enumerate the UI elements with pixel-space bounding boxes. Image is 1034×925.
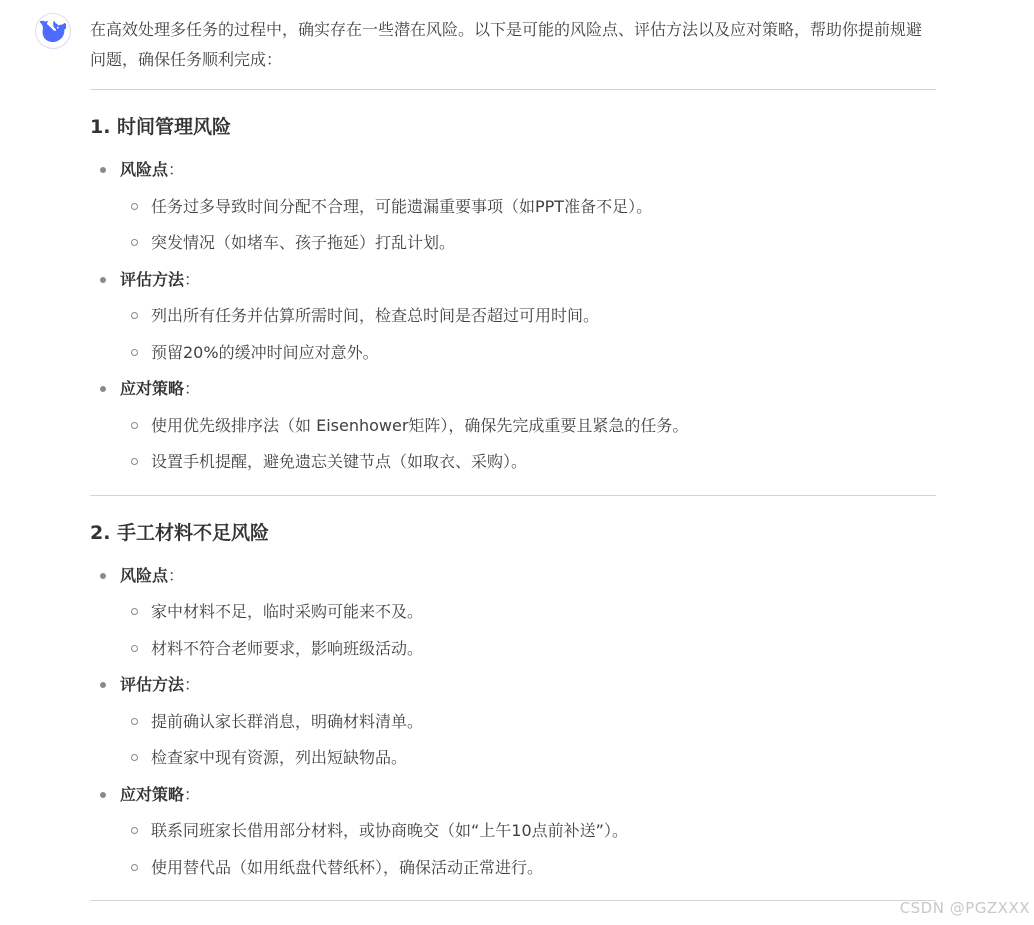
intro-paragraph: 在高效处理多任务的过程中，确实存在一些潜在风险。以下是可能的风险点、评估方法以及应对策略，帮助你提前规避问题，确保任务顺利完成： [90, 20, 923, 69]
list-item-label: 评估方法 [120, 675, 185, 694]
list-item-label: 风险点 [120, 565, 169, 585]
section-time-management [90, 114, 936, 481]
sub-list-item: 列出所有任务并估算所需时间，检查总时间是否超过可用时间。 [120, 298, 936, 335]
divider [90, 89, 936, 90]
list-item-label: 风险点 [120, 160, 169, 179]
sub-list-item: 设置手机提醒，避免遗忘关键节点（如取衣、采购）。 [120, 444, 936, 481]
list-item: 应对策略： 联系同班家长借用部分材料，或协商晚交（如“上午10点前补送”）。 使用替代品（如用纸盘代替纸杯），确保活动正常进行。 [90, 777, 936, 887]
list-item: 评估方法： 列出所有任务并估算所需时间，检查总时间是否超过可用时间。 预留20%的缓冲时间应对意外。 [90, 262, 936, 372]
avatar [35, 13, 71, 49]
list-item-label: 应对策略 [120, 379, 185, 398]
sub-list-item: 提前确认家长群消息，明确材料清单。 [120, 704, 936, 741]
sub-list [120, 704, 936, 777]
divider [90, 495, 936, 496]
list-item: 风险点： 任务过多导致时间分配不合理，可能遗漏重要事项（如PPT准备不足）。 突发情况（如堵车、孩子拖延）打乱计划。 [90, 152, 936, 262]
whale-logo-icon [40, 20, 66, 42]
sub-list-item: 材料不符合老师要求，影响班级活动。 [120, 631, 936, 668]
sub-list-item: 预留20%的缓冲时间应对意外。 [120, 335, 936, 372]
section-materials [90, 520, 936, 887]
sub-list-item: 检查家中现有资源，列出短缺物品。 [120, 740, 936, 777]
assistant-message [90, 15, 936, 901]
section-title: 1. 时间管理风险 [90, 116, 232, 138]
sub-list [120, 298, 936, 371]
sub-list-item: 使用优先级排序法（如 Eisenhower矩阵），确保先完成重要且紧急的任务。 [120, 408, 936, 445]
watermark: CSDN @PGZXXX [899, 899, 1030, 917]
bullet-list [90, 152, 936, 481]
sub-list [120, 408, 936, 481]
list-item-label: 评估方法 [120, 269, 185, 289]
list-item-label: 应对策略 [120, 784, 185, 804]
bullet-list [90, 558, 936, 887]
sub-list [120, 189, 936, 262]
list-item: 评估方法： 提前确认家长群消息，明确材料清单。 检查家中现有资源，列出短缺物品。 [90, 667, 936, 777]
sub-list-item: 联系同班家长借用部分材料，或协商晚交（如“上午10点前补送”）。 [120, 813, 936, 850]
list-item: 风险点： 家中材料不足，临时采购可能来不及。 材料不符合老师要求，影响班级活动。 [90, 558, 936, 668]
sub-list-item: 任务过多导致时间分配不合理，可能遗漏重要事项（如PPT准备不足）。 [120, 189, 936, 226]
section-title: 2. 手工材料不足风险 [90, 521, 270, 544]
divider [90, 900, 936, 901]
sub-list-item: 使用替代品（如用纸盘代替纸杯），确保活动正常进行。 [120, 850, 936, 887]
sub-list [120, 594, 936, 667]
sub-list-item: 家中材料不足，临时采购可能来不及。 [120, 594, 936, 631]
sub-list [120, 813, 936, 886]
sub-list-item: 突发情况（如堵车、孩子拖延）打乱计划。 [120, 225, 936, 262]
list-item: 应对策略： 使用优先级排序法（如 Eisenhower矩阵），确保先完成重要且紧急的任务。 设置手机提醒，避免遗忘关键节点（如取衣、采购）。 [90, 371, 936, 481]
